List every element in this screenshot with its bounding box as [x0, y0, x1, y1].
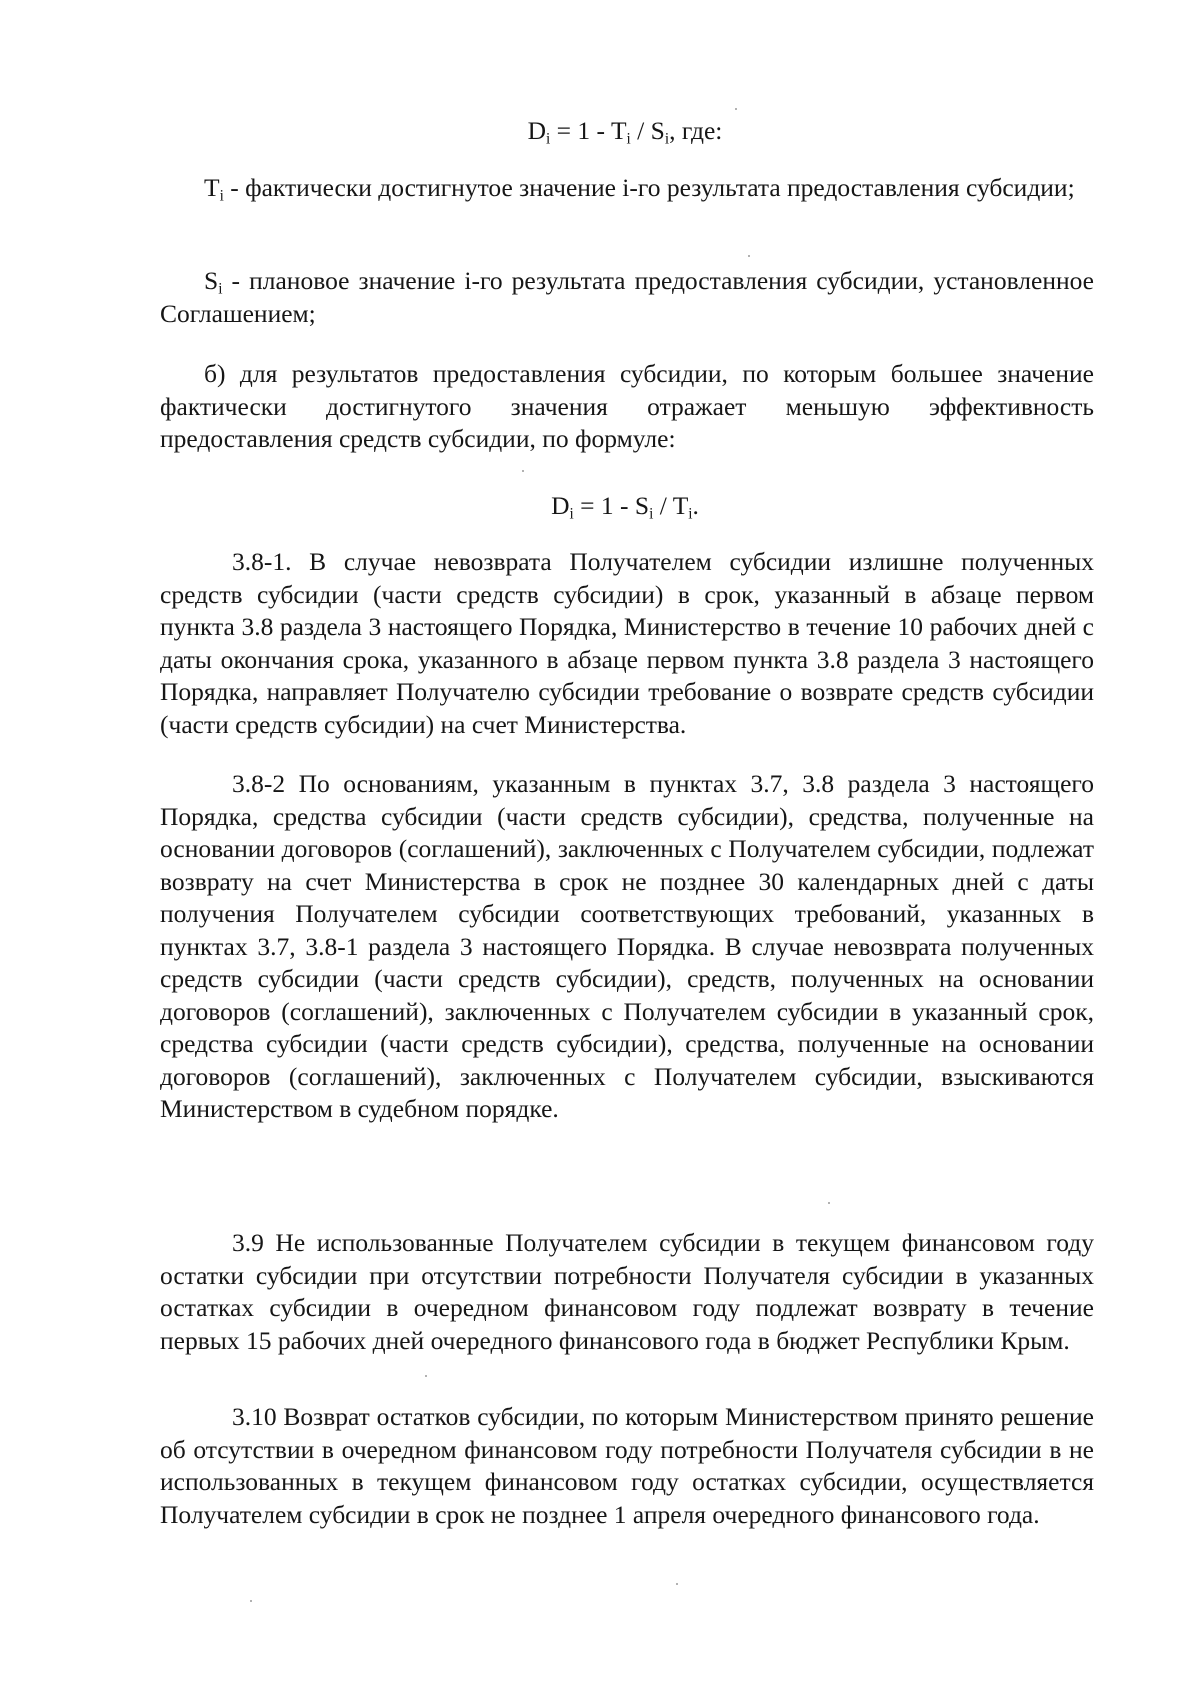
formula-part: / T — [653, 491, 689, 520]
formula-di-1 — [0, 115, 1200, 148]
definition-text: - плановое значение i-го результата предоставления субсидии, установленное Соглашением; — [160, 266, 1094, 328]
scan-speck — [676, 1583, 678, 1585]
paragraph-3-8-2: 3.8-2 По основаниям, указанным в пунктах 3.7, 3.8 раздела 3 настоящего Порядка, средства субсидии (части средств субсидии), средства, полученные на основании договоров (соглашений), заключенных с Получателем субсидии, подлежат возврату на счет Министерства в срок не позднее 30 календарных дней с даты получения Получателем субсидии соответствующих требований, указанных в пунктах 3.7, 3.8-1 раздела 3 настоящего Порядка. В случае невозврата полученных средств субсидии (части средств субсидии), средств, полученных на основании договоров (соглашений), заключенных с Получателем субсидии в указанный срок, средства субсидии (части средств субсидии), средства, полученные на основании договоров (соглашений), заключенных с Получателем субсидии, взыскиваются Министерством в судебном порядке. — [160, 769, 1094, 1123]
formula-subscript: i — [569, 505, 574, 523]
formula-subscript: i — [626, 130, 631, 148]
definition-subscript: i — [219, 187, 224, 205]
formula-subscript: i — [546, 130, 551, 148]
definition-symbol: S — [204, 266, 219, 295]
scan-speck — [828, 1202, 830, 1204]
scan-speck — [748, 255, 750, 257]
definition-text: - фактически достигнутое значение i-го результата предоставления субсидии; — [223, 173, 1075, 202]
formula-symbol: D — [551, 491, 570, 520]
formula-subscript: i — [664, 130, 670, 148]
paragraph-b: б) для результатов предоставления субсидии, по которым большее значение фактически достигнутого значения отражает меньшую эффективность предоставления средств субсидии, по формуле: — [160, 359, 1094, 453]
scan-speck — [522, 470, 524, 472]
formula-part: / S — [630, 116, 665, 145]
scan-speck — [735, 108, 737, 110]
formula-part: = 1 - T — [550, 116, 627, 145]
formula-symbol: D — [527, 116, 547, 145]
formula-subscript: i — [688, 505, 693, 523]
definition-ti — [160, 172, 1094, 205]
formula-part: . — [692, 491, 699, 520]
paragraph-3-8-1: 3.8-1. В случае невозврата Получателем субсидии излишне полученных средств субсидии (части средств субсидии) в срок, указанный в абзаце первом пункта 3.8 раздела 3 настоящего Порядка, Министерство в течение 10 рабочих дней с даты окончания срока, указанного в абзаце первом пункта 3.8 раздела 3 настоящего Порядка, направляет Получателю субсидии требование о возврате средств субсидии (части средств субсидии) на счет Министерства. — [160, 547, 1094, 739]
formula-part: = 1 - S — [573, 491, 650, 520]
formula-di-2 — [0, 490, 1200, 523]
formula-subscript: i — [649, 505, 654, 523]
definition-si — [160, 265, 1094, 330]
definition-symbol: T — [204, 173, 220, 202]
paragraph-3-10: 3.10 Возврат остатков субсидии, по которым Министерством принято решение об отсутствии в очередном финансовом году потребности Получателя субсидии в не использованных в текущем финансовом году остатках субсидии, осуществляется Получателем субсидии в срок не позднее 1 апреля очередного финансового года. — [160, 1402, 1094, 1529]
definition-subscript: i — [218, 280, 223, 298]
formula-part: , где: — [669, 116, 723, 145]
scan-speck — [425, 1375, 427, 1377]
scan-speck — [250, 1600, 252, 1602]
paragraph-3-9: 3.9 Не использованные Получателем субсидии в текущем финансовом году остатки субсидии при отсутствии потребности Получателя субсидии в указанных остатках субсидии в очередном финансовом году подлежат возврату в течение первых 15 рабочих дней очередного финансового года в бюджет Республики Крым. — [160, 1228, 1094, 1355]
